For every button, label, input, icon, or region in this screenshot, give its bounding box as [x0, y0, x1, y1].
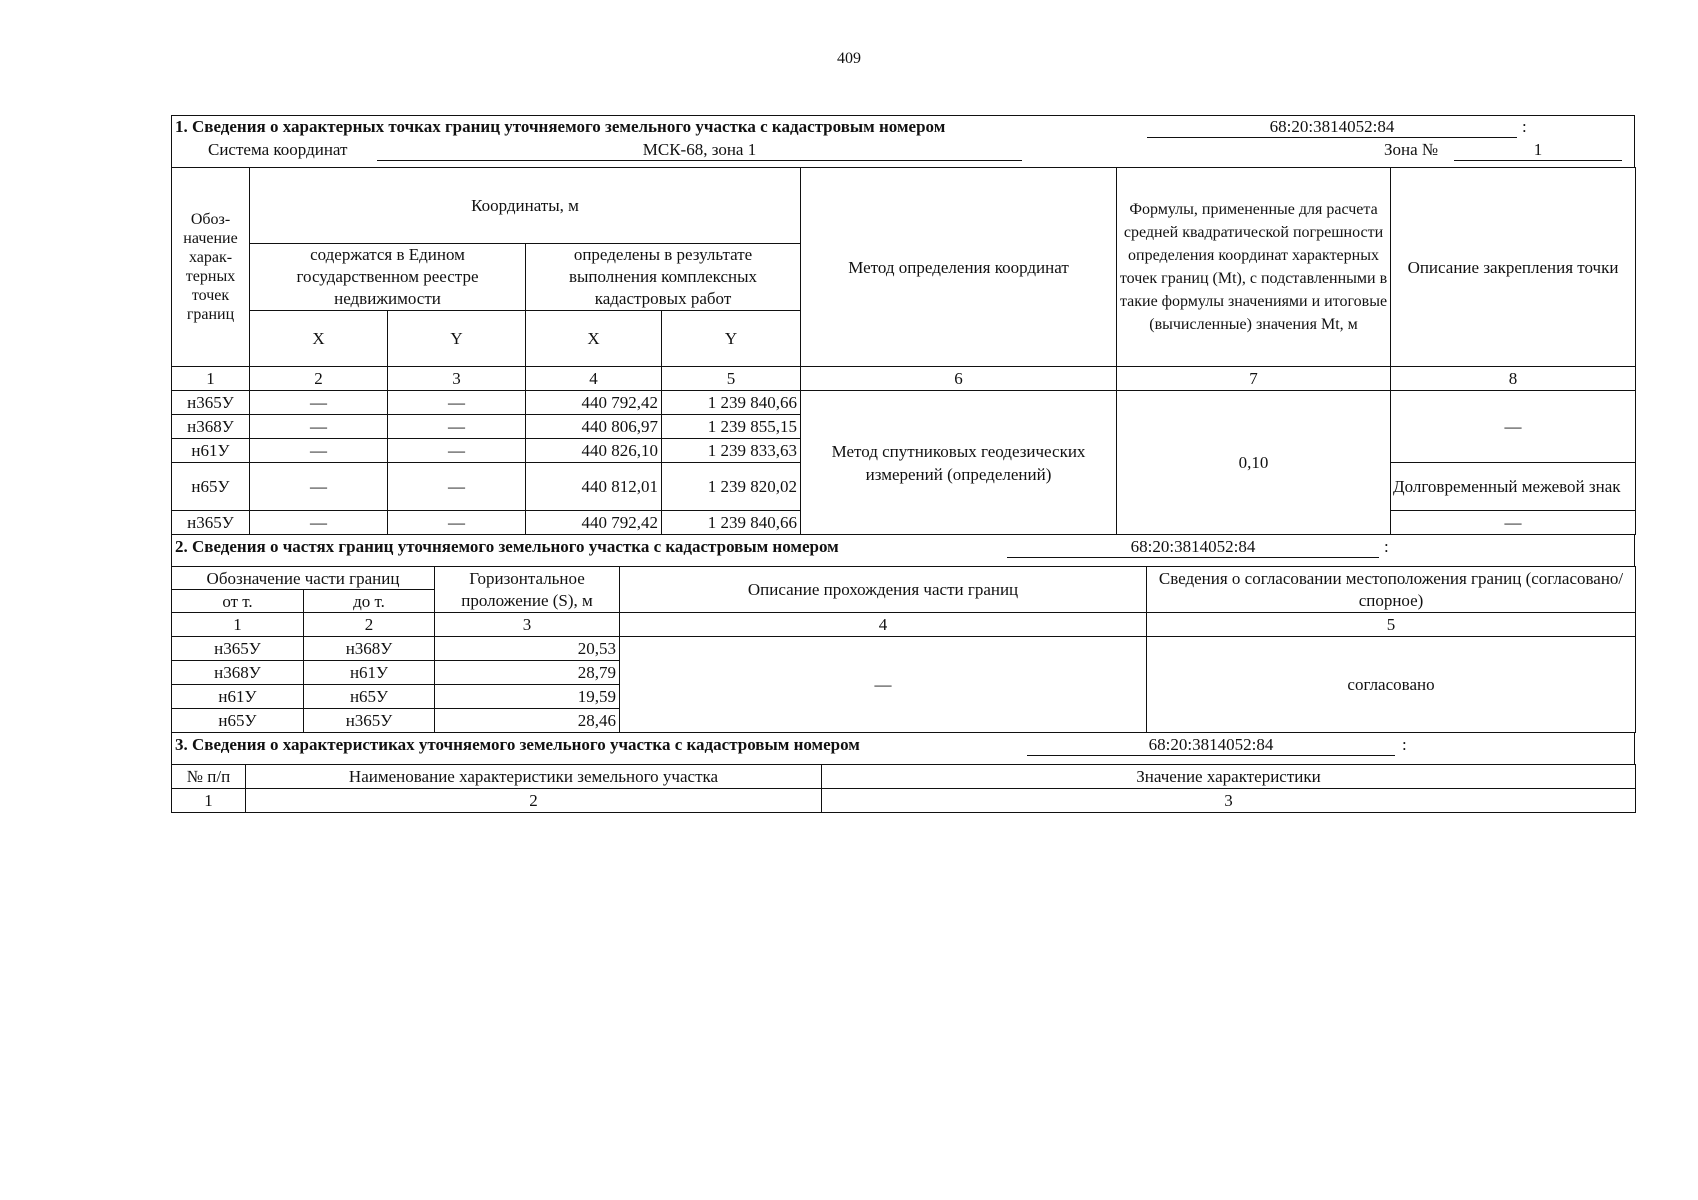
y-egrn: —	[388, 415, 526, 439]
header-coordinates: Координаты, м	[250, 168, 801, 244]
x-complex: 440 806,97	[526, 415, 662, 439]
section2-header	[171, 535, 1635, 566]
coord-system-label: Система координат	[208, 140, 348, 159]
header-designation: Обоз-начение харак-терных точек границ	[172, 168, 250, 367]
header-fixing: Описание закрепления точки	[1391, 168, 1636, 367]
part-to: н368У	[304, 637, 435, 661]
x-egrn: —	[250, 511, 388, 535]
header-method: Метод определения координат	[801, 168, 1117, 367]
header-egrn: содержатся в Едином государственном реестре недвижимости	[250, 244, 526, 311]
section3-title: 3. Сведения о характеристиках уточняемого земельного участка с кадастровым номером	[175, 735, 860, 754]
header-horizontal: Горизонтальное проложение (S), м	[435, 567, 620, 613]
part-length: 19,59	[435, 685, 620, 709]
zone-label: Зона №	[1384, 140, 1439, 159]
x-egrn: —	[250, 415, 388, 439]
col-number: 2	[246, 789, 822, 813]
points-table	[171, 167, 1636, 535]
col-number: 7	[1117, 367, 1391, 391]
section3-colon: :	[1402, 735, 1407, 754]
part-to: н365У	[304, 709, 435, 733]
section1-cadastral-number: 68:20:3814052:84	[1147, 117, 1517, 138]
method-value: Метод спутниковых геодезических измерений (определений)	[801, 391, 1117, 535]
point-name: н61У	[172, 439, 250, 463]
y-complex: 1 239 840,66	[662, 391, 801, 415]
section1-colon: :	[1522, 117, 1527, 136]
part-from: н368У	[172, 661, 304, 685]
header-part: Обозначение части границ	[172, 567, 435, 590]
section2-cadastral-number: 68:20:3814052:84	[1007, 537, 1379, 558]
section1-title: 1. Сведения о характерных точках границ уточняемого земельного участка с кадастровым номером	[175, 117, 946, 136]
table-row	[172, 391, 1636, 415]
header-y1: Y	[388, 311, 526, 367]
section3-cadastral-number: 68:20:3814052:84	[1027, 735, 1395, 756]
part-to: н61У	[304, 661, 435, 685]
x-complex: 440 792,42	[526, 391, 662, 415]
col-number: 4	[620, 613, 1147, 637]
point-name: н65У	[172, 463, 250, 511]
x-complex: 440 826,10	[526, 439, 662, 463]
header-y2: Y	[662, 311, 801, 367]
y-egrn: —	[388, 391, 526, 415]
y-complex: 1 239 820,02	[662, 463, 801, 511]
fixing-value: —	[1391, 511, 1636, 535]
col-number: 5	[662, 367, 801, 391]
part-length: 20,53	[435, 637, 620, 661]
header-num: № п/п	[172, 765, 246, 789]
point-name: н368У	[172, 415, 250, 439]
x-egrn: —	[250, 463, 388, 511]
col-number: 5	[1147, 613, 1636, 637]
x-complex: 440 812,01	[526, 463, 662, 511]
part-to: н65У	[304, 685, 435, 709]
header-from: от т.	[172, 590, 304, 613]
section2-title: 2. Сведения о частях границ уточняемого земельного участка с кадастровым номером	[175, 537, 839, 556]
page-number: 409	[837, 50, 861, 67]
fixing-value: —	[1391, 391, 1636, 463]
col-number: 2	[250, 367, 388, 391]
col-number: 3	[822, 789, 1636, 813]
point-name: н365У	[172, 391, 250, 415]
col-number: 3	[388, 367, 526, 391]
header-value: Значение характеристики	[822, 765, 1636, 789]
col-number: 1	[172, 613, 304, 637]
y-complex: 1 239 855,15	[662, 415, 801, 439]
col-number: 1	[172, 367, 250, 391]
col-number: 3	[435, 613, 620, 637]
y-complex: 1 239 833,63	[662, 439, 801, 463]
zone-value: 1	[1454, 140, 1622, 161]
header-formulas: Формулы, примененные для расчета средней квадратической погрешности определения координат характерных точек границ (Mt), с подставленными в такие формулы значениями и итоговые (вычисленные) значения Mt, м	[1117, 168, 1391, 367]
part-length: 28,79	[435, 661, 620, 685]
part-from: н65У	[172, 709, 304, 733]
col-number: 4	[526, 367, 662, 391]
part-from: н61У	[172, 685, 304, 709]
fixing-value: Долговременный межевой знак	[1391, 463, 1636, 511]
coord-system-value: МСК-68, зона 1	[377, 140, 1022, 161]
col-number: 1	[172, 789, 246, 813]
agreement-value: согласовано	[1147, 637, 1636, 733]
x-egrn: —	[250, 391, 388, 415]
x-egrn: —	[250, 439, 388, 463]
part-from: н365У	[172, 637, 304, 661]
mt-value: 0,10	[1117, 391, 1391, 535]
header-name: Наименование характеристики земельного участка	[246, 765, 822, 789]
section3-header	[171, 733, 1635, 764]
characteristics-table	[171, 764, 1636, 813]
col-number: 6	[801, 367, 1117, 391]
y-egrn: —	[388, 463, 526, 511]
header-agreement: Сведения о согласовании местоположения границ (согласовано/спорное)	[1147, 567, 1636, 613]
section1-header	[171, 115, 1635, 167]
y-egrn: —	[388, 511, 526, 535]
cadastral-document	[171, 115, 1635, 813]
header-description: Описание прохождения части границ	[620, 567, 1147, 613]
section2-colon: :	[1384, 537, 1389, 556]
part-length: 28,46	[435, 709, 620, 733]
y-complex: 1 239 840,66	[662, 511, 801, 535]
col-number: 2	[304, 613, 435, 637]
description-value: —	[620, 637, 1147, 733]
header-x2: X	[526, 311, 662, 367]
header-x1: X	[250, 311, 388, 367]
point-name: н365У	[172, 511, 250, 535]
header-complex: определены в результате выполнения комплексных кадастровых работ	[526, 244, 801, 311]
col-number: 8	[1391, 367, 1636, 391]
parts-table	[171, 566, 1636, 733]
y-egrn: —	[388, 439, 526, 463]
table-row	[172, 637, 1636, 661]
header-to: до т.	[304, 590, 435, 613]
x-complex: 440 792,42	[526, 511, 662, 535]
